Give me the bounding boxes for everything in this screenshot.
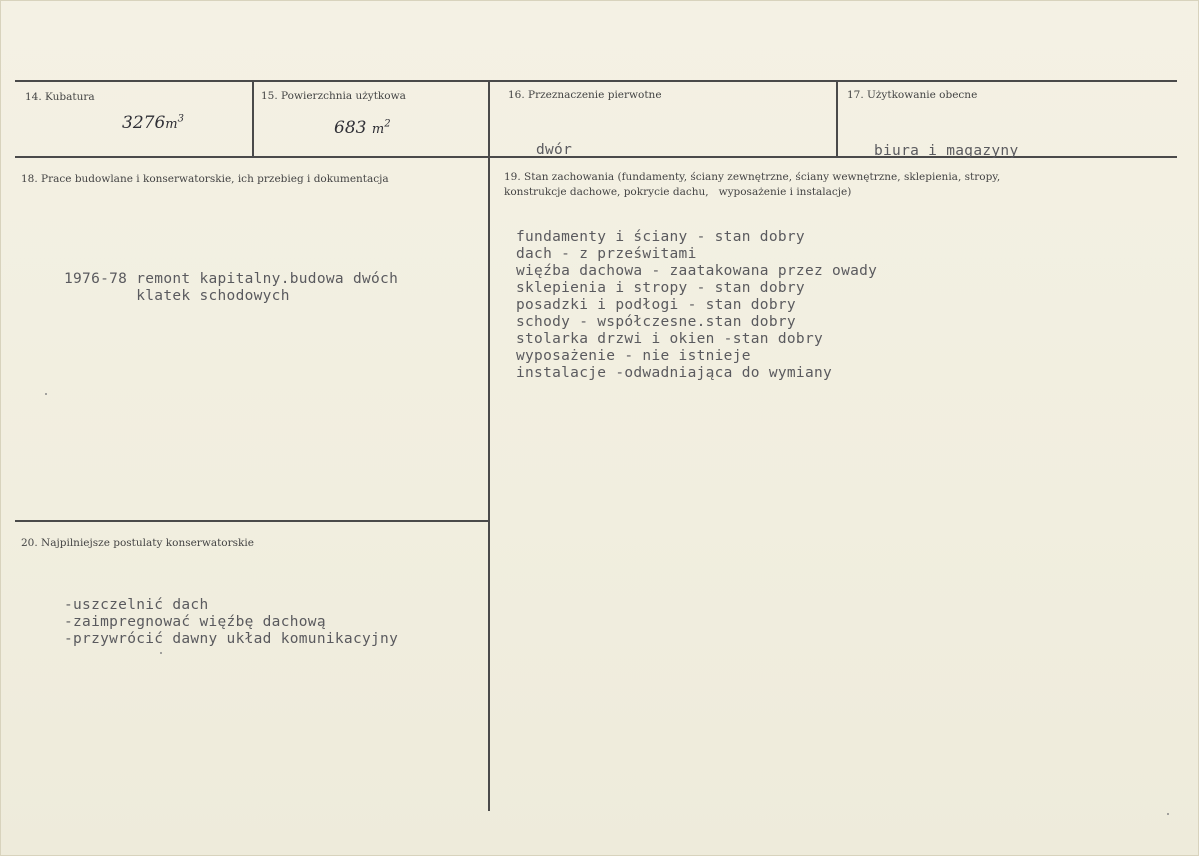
field-17-label: 17. Użytkowanie obecne [847,89,978,101]
divider-15-16 [488,80,490,811]
paper-speck [45,393,47,395]
kubatura-unit: m [165,117,178,132]
field-19-line: sklepienia i stropy - stan dobry [516,280,805,296]
kubatura-unit-exponent: 3 [177,113,184,125]
field-19-line: wyposażenie - nie istnieje [516,348,751,364]
area-unit: m [371,122,385,137]
field-15-label: 15. Powierzchnia użytkowa [261,90,406,102]
field-18-label: 18. Prace budowlane i konserwatorskie, ich przebieg i dokumentacja [21,173,389,185]
area-unit-exponent: 2 [384,118,391,130]
divider-16-17 [836,80,838,157]
field-19-line: stolarka drzwi i okien -stan dobry [516,331,824,347]
field-18-text [64,271,398,305]
paper-speck [1167,813,1169,815]
paper-speck [160,652,162,654]
field-15-value [334,118,391,138]
field-14-label: 14. Kubatura [25,91,95,103]
field-19-line: fundamenty i ściany - stan dobry [516,229,805,245]
field-19-line: instalacje -odwadniająca do wymiany [516,365,833,381]
field-19-line: posadzki i podłogi - stan dobry [516,297,796,313]
kubatura-number: 3276 [122,113,166,133]
field-19-text [516,229,877,382]
field-17-value: biura i magazyny [874,143,1019,159]
area-number: 683 [334,118,367,138]
field-20-line: -zaimpregnować więźbę dachową [64,614,326,630]
field-16-value: dwór [536,142,573,158]
field-19-line: schody - współczesne.stan dobry [516,314,796,330]
field-19-label-line1: 19. Stan zachowania (fundamenty, ściany zewnętrzne, ściany wewnętrzne, sklepienia, stropy, [504,171,1001,183]
top-rule [15,80,1177,82]
field-20-line: -przywrócić dawny układ komunikacyjny [64,631,399,647]
field-20-line: -uszczelnić dach [64,597,209,613]
field-19-line: dach - z prześwitami [516,246,697,262]
field-18-line: klatek schodowych [64,288,290,304]
field-18-line: 1976-78 remont kapitalny.budowa dwóch [64,271,399,287]
field-19-line: więźba dachowa - zaatakowana przez owady [516,263,878,279]
divider-14-15 [252,80,254,157]
field-16-label: 16. Przeznaczenie pierwotne [508,89,662,101]
field-14-value [122,113,184,133]
field-20-text [64,597,398,648]
section18-bottom-rule [15,520,489,522]
field-20-label: 20. Najpilniejsze postulaty konserwatorskie [21,537,254,549]
field-19-label-line2: konstrukcje dachowe, pokrycie dachu, wyposażenie i instalacje) [504,186,852,198]
